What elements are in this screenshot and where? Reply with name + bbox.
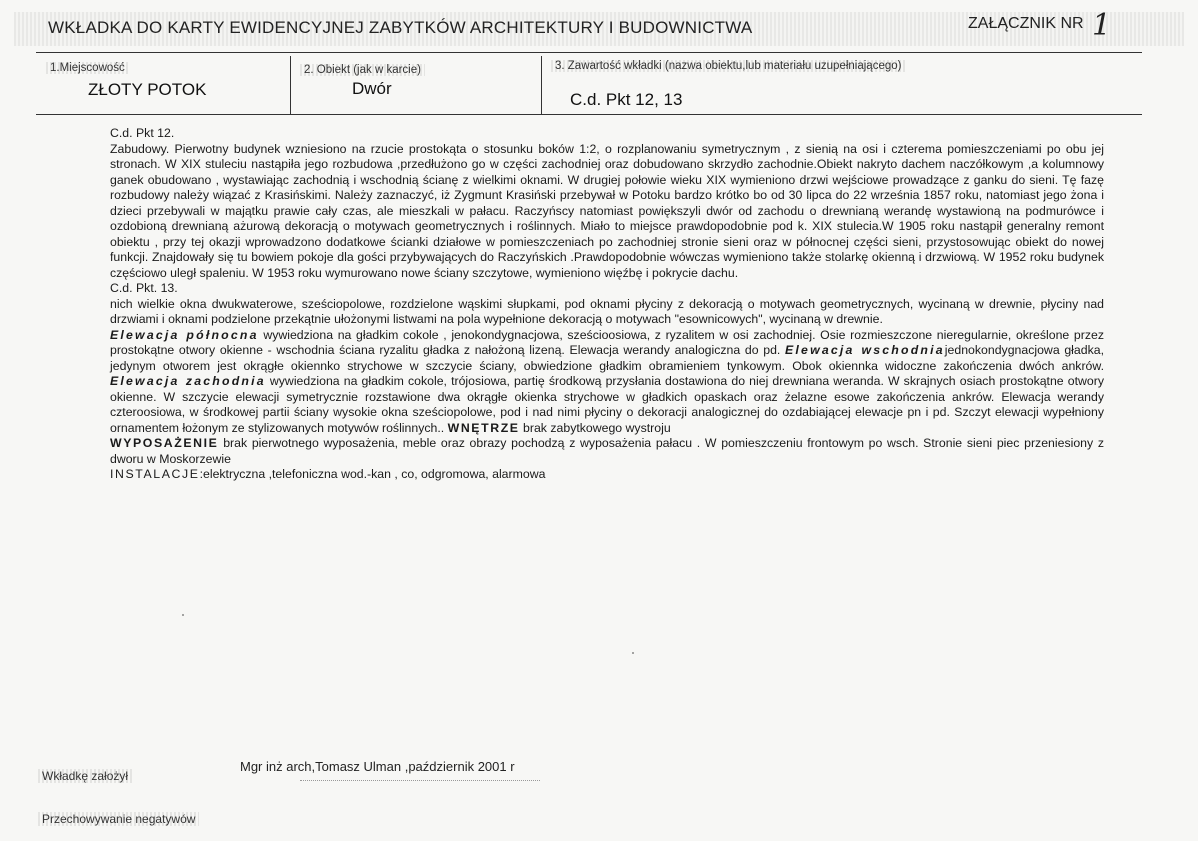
text-installations: :elektryczna ,telefoniczna wod.-kan , co, odgromowa, alarmowa	[199, 467, 546, 481]
paper-speck	[182, 614, 184, 616]
fields-rule	[36, 114, 1142, 115]
field-divider-2	[541, 56, 542, 114]
description-body	[110, 126, 1104, 483]
text-interior: brak zabytkowego wystroju	[519, 420, 671, 435]
text-west-elevation: wywiedziona na gładkim cokole, trójosiowa, partię środkową przysłania dostawiona do niej drewniana weranda. W skrajnych osiach prostokątne otwory okienne. W szczycie elewacji symetrycznie rozstawione dwa okrągłe okienka strychowe w gładkich opaskach oraz żelazne esowe zakończenia ankrów. Elewacja werandy czteroosiowa, w środkowej partii ściany wysokie okna sześciopolowe, pod i nad nimi płyciny o dekoracji analogicznej do ozdabiającej elewacje pn i pd. Szczyt elewacji wypełniony ornamentem łożonym ze stylizowanych motywów roślinnych..	[110, 374, 1104, 435]
heading-east-elevation: Elewacja wschodnia	[785, 343, 945, 357]
paragraph-elevations	[110, 328, 1104, 437]
annex-label: ZAŁĄCZNIK NR	[968, 15, 1084, 32]
text-north-elevation: wywiedziona na gładkim cokole , jenokondygnacjowa, sześcioosiowa, z ryzalitem w osi zachodniej. Osie rozmieszczone nieregularnie, określone przez prostokątne otwory okienne - wschodnia ściana ryzalitu gładka z nałożoną lizeną. Elewacja werandy analogiczna do pd.	[110, 327, 1104, 357]
heading-interior: WNĘTRZE	[447, 420, 520, 435]
paragraph-installations	[110, 467, 1104, 483]
object-label: 2. Obiekt (jak w karcie)	[300, 64, 425, 76]
locality-label: 1.Miejscowość	[46, 62, 129, 74]
negatives-label: Przechowywanie negatywów	[38, 812, 199, 826]
prepared-by-label: Wkładkę założył	[38, 769, 132, 783]
heading-west-elevation: Elewacja zachodnia	[110, 374, 266, 388]
signature-dotted-line	[300, 780, 540, 782]
document-title: WKŁADKA DO KARTY EWIDENCYJNEJ ZABYTKÓW ARCHITEKTURY I BUDOWNICTWA	[48, 18, 753, 37]
text-furnishing: brak pierwotnego wyposażenia, meble oraz obrazy pochodzą z wyposażenia pałacu . W pomieszczeniu frontowym po wsch. Stronie sieni piec przeniesiony z dworu w Moskorzewie	[110, 436, 1104, 466]
content-label: 3. Zawartość wkładki (nazwa obiektu,lub materiału uzupełniającego)	[551, 60, 905, 72]
paragraph-pkt13: nich wielkie okna dwukwaterowe, sześciopolowe, rozdzielone wąskimi słupkami, pod oknami płyciny z dekoracją o motywach geometrycznych, wycinaną w drewnie, płyciny nad drzwiami i oknami podzielone przekątnie ułożonymi listwami na pola wypełnione dekoracją o motywach "esownicowych", wycinaną w drewnie.	[110, 296, 1104, 326]
field-divider-1	[290, 56, 291, 114]
locality-value: ZŁOTY POTOK	[88, 80, 207, 99]
text-east-elevation: jednokondygnacjowa gładka, jedynym otworem jest okrągłe okiennko strychowe w szczycie ściany, obwiedzione gładkim obramieniem tynkowym. Obok okiennka widoczne zakończenia dwóch ankrów.	[110, 343, 1104, 373]
paragraph-pkt12: Zabudowy. Pierwotny budynek wzniesiono na rzucie prostokąta o stosunku boków 1:2, o rozplanowaniu symetrycznym , z sienią na osi i czterema pomieszczeniami po obu jej stronach. W XIX stuleciu nastąpiła jego rozbudowa ,przedłużono go w części zachodniej oraz dobudowano skrzydło zachodnie.Obiekt nakryto dachem naczółkowym ,a kolumnowy ganek obudowano , wystawiając zachodnią i wschodnią ścianę z wielkimi oknami. W drugiej połowie wieku XIX wymieniono drzwi wejściowe prowadzące z ganku do sieni. Tę fazę rozbudowy należy wiązać z Krasińskimi. Należy zaznaczyć, iż Zygmunt Krasiński przebywał w Potoku bardzo krótko bo od 30 lipca do 22 września 1857 roku, natomiast jego żona i dzieci przebywali w majątku prawie cały czas, ale mieszkali w pałacu. Raczyńscy natomiast powiększyli dwór od zachodu o drewnianą werandę wystawioną na podmurówce i ozdobioną drewnianą ażurową dekoracją o motywach geometrycznych i roślinnych. Miało to miejsce prawdopodobnie pod k. XIX stulecia.W 1905 roku nastąpił generalny remont obiektu , przy tej okazji wprowadzono dodatkowe ścianki działowe w pomieszczeniach po zachodniej stronie sieni oraz w północnej części sieni, przystosowując obiekt do nowej funkcji. Znajdowały się tu bowiem pokoje dla gości przybywających do Raczyńskich .Prawdopodobnie wówczas wymieniono także stolarkę okienną i drzwiową. W 1952 roku budynek częściowo uległ spaleniu. W 1953 roku wymurowano nowe ściany szczytowe, wymieniono więźbę i pokrycie dachu.	[110, 141, 1104, 280]
heading-installations: INSTALACJE	[110, 467, 200, 481]
paragraph-furnishing	[110, 436, 1104, 467]
header-rule	[36, 52, 1142, 53]
content-value: C.d. Pkt 12, 13	[570, 90, 683, 109]
author-signature: Mgr inż arch,Tomasz Ulman ,październik 2001 r	[240, 759, 515, 774]
object-value: Dwór	[352, 79, 392, 98]
annex-number: 1	[1092, 8, 1112, 43]
heading-furnishing: WYPOSAŻENIE	[110, 436, 219, 450]
section-heading-pkt12: C.d. Pkt 12.	[110, 126, 175, 140]
paper-speck	[632, 652, 634, 654]
section-heading-pkt13: C.d. Pkt. 13.	[110, 281, 178, 295]
heading-north-elevation: Elewacja północna	[110, 327, 259, 342]
